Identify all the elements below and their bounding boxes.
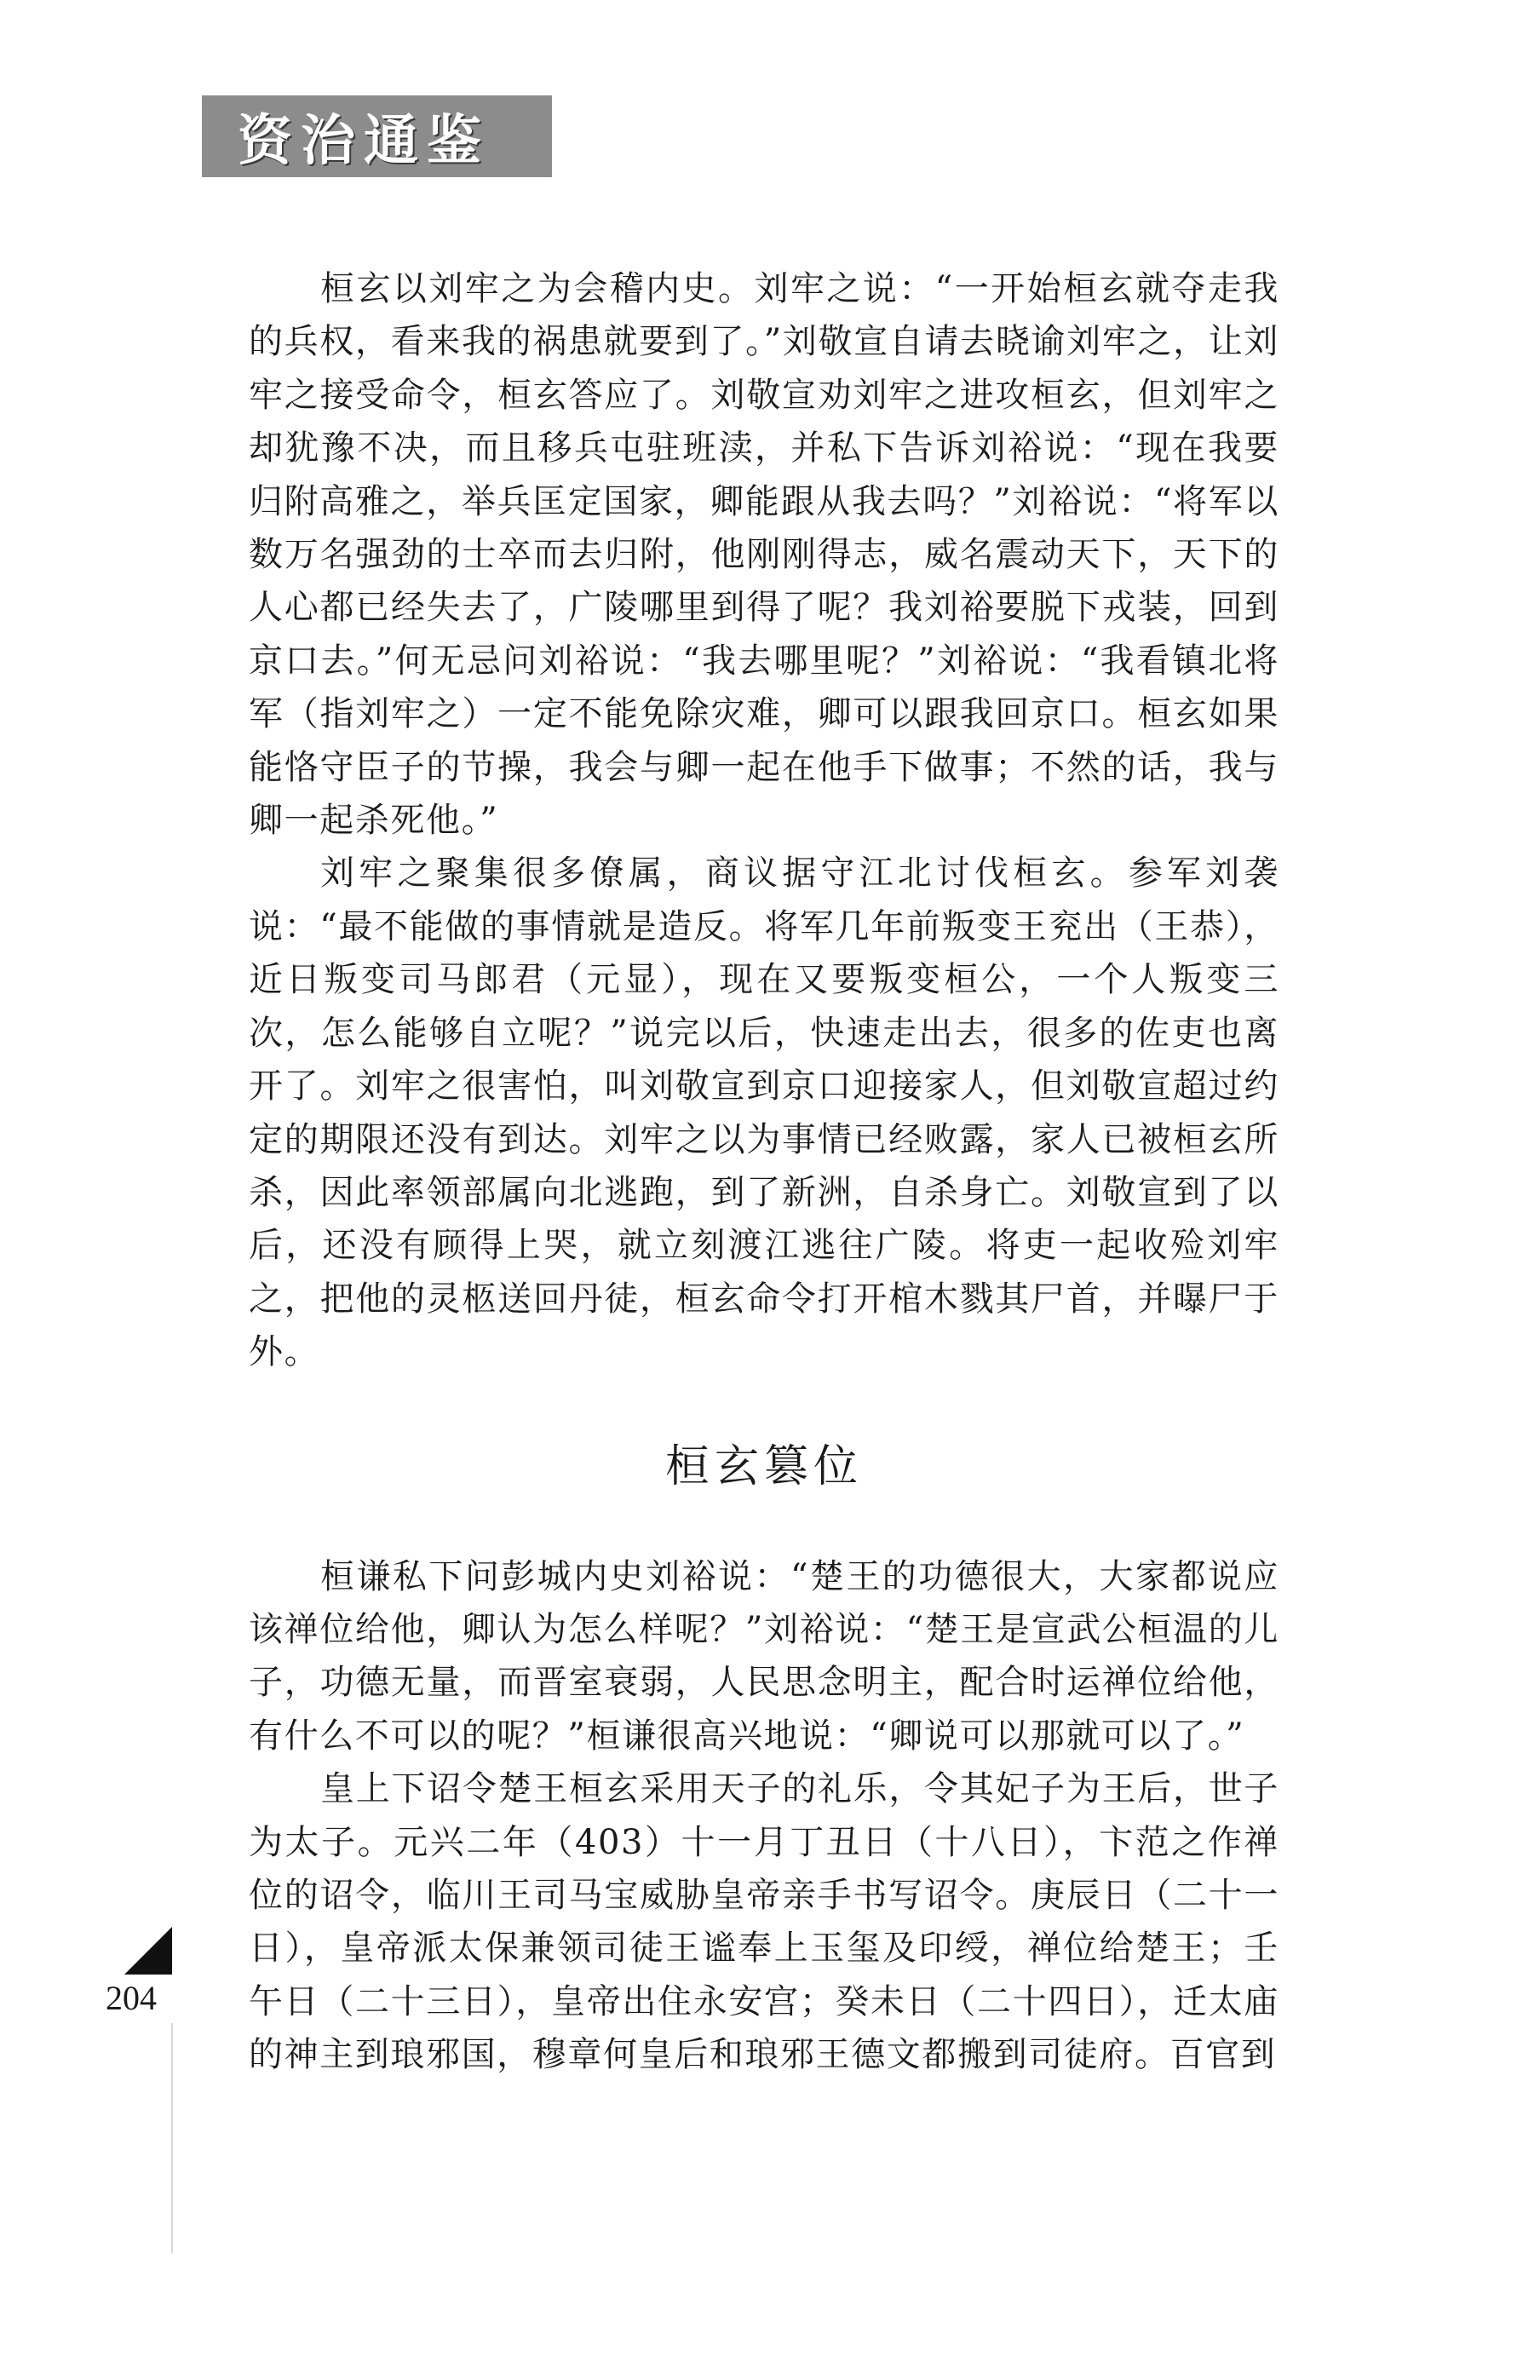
page-corner-triangle-icon — [124, 1927, 172, 1975]
book-title-badge — [202, 95, 552, 177]
paragraph-4: 皇上下诏令楚王桓玄采用天子的礼乐，令其妃子为王后，世子为太子。元兴二年（403）十一月丁丑日（十八日），卞范之作禅位的诏令，临川王司马宝威胁皇帝亲手书写诏令。庚辰日（二十一日），皇帝派太保兼领司徒王谧奉上玉玺及印绶，禅位给楚王；壬午日（二十三日），皇帝出住永安宫；癸未日（二十四日），迁太庙的神主到琅邪国，穆章何皇后和琅邪王德文都搬到司徒府。百官到 — [249, 1769, 1279, 2075]
book-title: 资治通鉴 — [238, 110, 490, 173]
page-number: 204 — [106, 1979, 157, 2017]
paragraph-3: 桓谦私下问彭城内史刘裕说：“楚王的功德很大，大家都说应该禅位给他，卿认为怎么样呢？”刘裕说：“楚王是宣武公桓温的儿子，功德无量，而晋室衰弱，人民思念明主，配合时运禅位给他，有什么不可以的呢？”桓谦很高兴地说：“卿说可以那就可以了。” — [249, 1556, 1279, 1756]
paragraph-1: 桓玄以刘牢之为会稽内史。刘牢之说：“一开始桓玄就夺走我的兵权，看来我的祸患就要到了。”刘敬宣自请去晓谕刘牢之，让刘牢之接受命令，桓玄答应了。刘敬宣劝刘牢之进攻桓玄，但刘牢之却犹豫不决，而且移兵屯驻班渎，并私下告诉刘裕说：“现在我要归附高雅之，举兵匡定国家，卿能跟从我去吗？”刘裕说：“将军以数万名强劲的士卒而去归附，他刚刚得志，威名震动天下，天下的人心都已经失去了，广陵哪里到得了呢？我刘裕要脱下戎装，回到京口去。”何无忌问刘裕说：“我去哪里呢？”刘裕说：“我看镇北将军（指刘牢之）一定不能免除灾难，卿可以跟我回京口。桓玄如果能恪守臣子的节操，我会与卿一起在他手下做事；不然的话，我与卿一起杀死他。” — [249, 269, 1279, 841]
section-title: 桓玄篡位 — [664, 1440, 863, 1492]
paragraph-2: 刘牢之聚集很多僚属，商议据守江北讨伐桓玄。参军刘袭说：“最不能做的事情就是造反。将军几年前叛变王兖出（王恭），近日叛变司马郎君（元显），现在又要叛变桓公，一个人叛变三次，怎么能够自立呢？”说完以后，快速走出去，很多的佐吏也离开了。刘牢之很害怕，叫刘敬宣到京口迎接家人，但刘敬宣超过约定的期限还没有到达。刘牢之以为事情已经败露，家人已被桓玄所杀，因此率领部属向北逃跑，到了新洲，自杀身亡。刘敬宣到了以后，还没有顾得上哭，就立刻渡江逃往广陵。将吏一起收殓刘牢之，把他的灵柩送回丹徒，桓玄命令打开棺木戮其尸首，并曝尸于外。 — [249, 854, 1279, 1372]
page-body — [249, 262, 1279, 2082]
margin-rule — [171, 2023, 173, 2253]
